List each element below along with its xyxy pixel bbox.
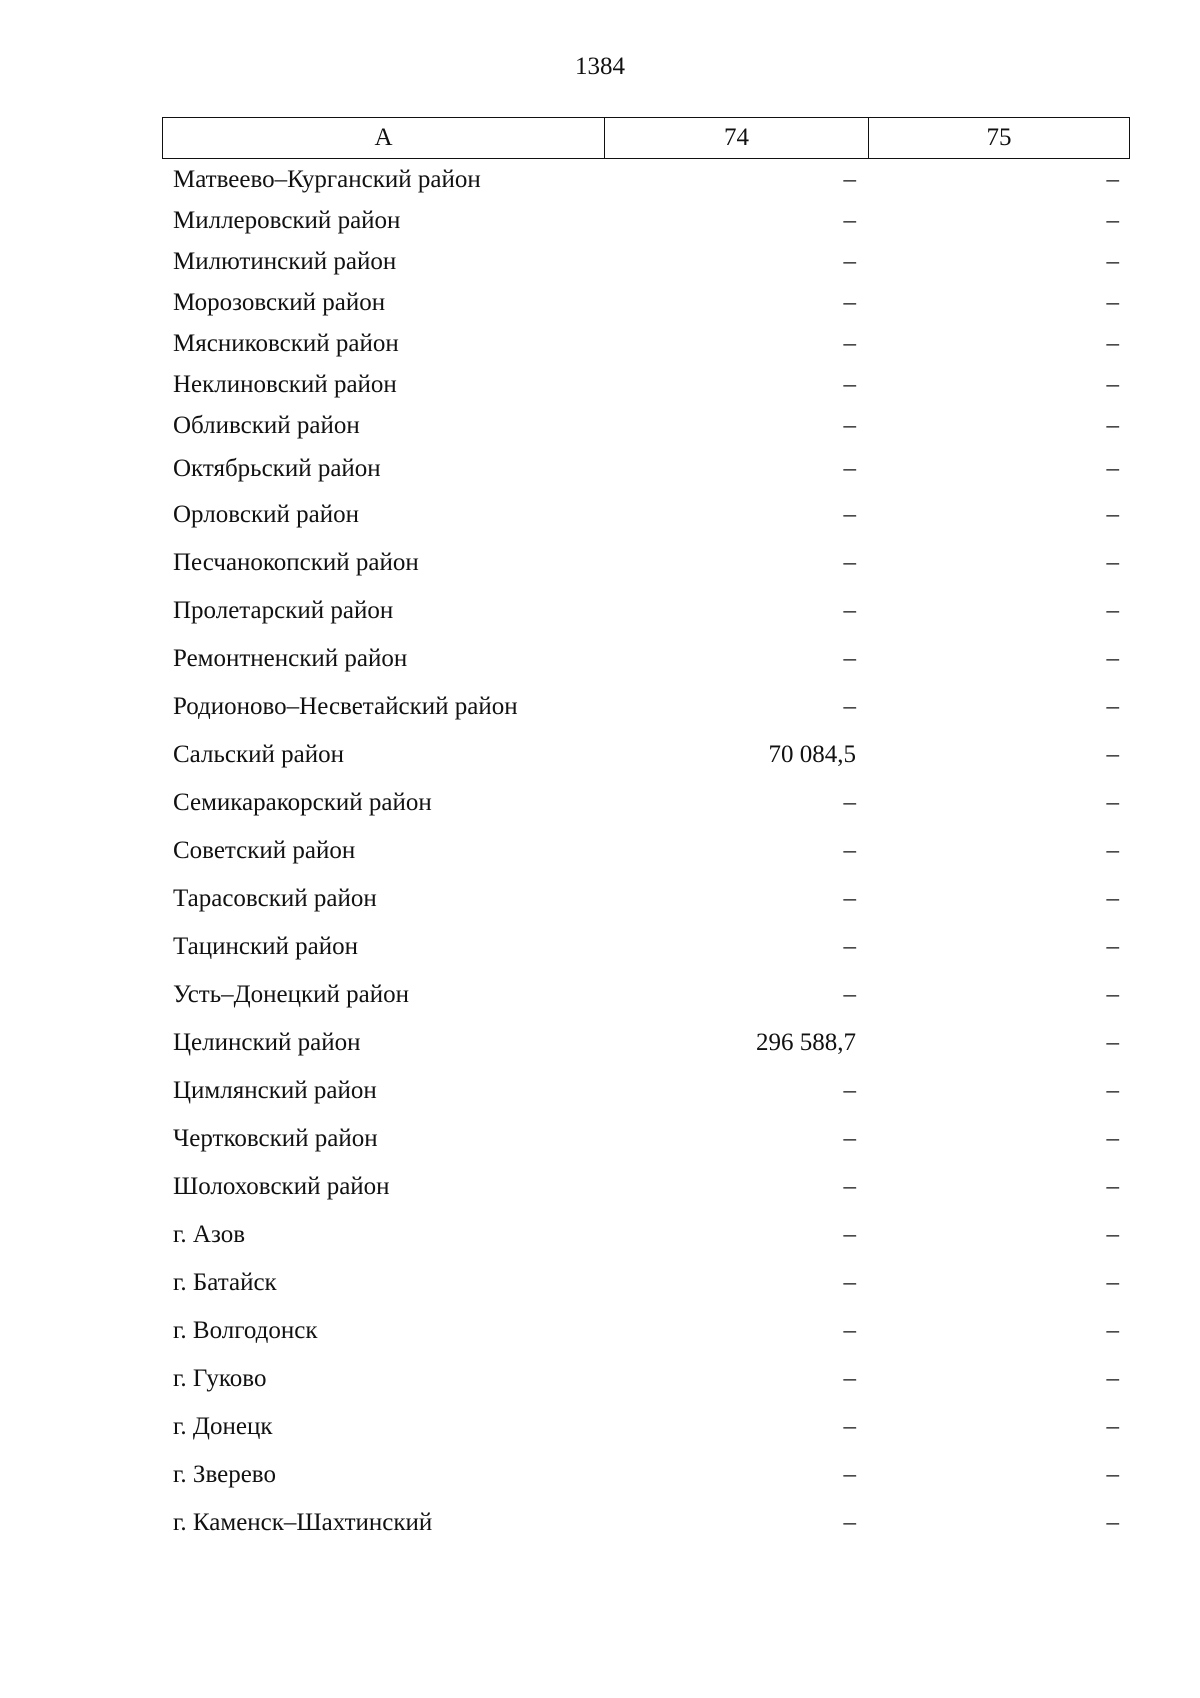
row-name: г. Азов [173, 1221, 246, 1248]
row-value-75: – [1106, 645, 1119, 672]
row-name: Обливский район [173, 411, 360, 439]
row-name: Семикаракорский район [173, 789, 432, 816]
row-value-75: – [1106, 1029, 1119, 1056]
row-value-75: – [1106, 741, 1119, 768]
row-value-74: – [843, 885, 856, 912]
row-value-74: – [843, 789, 856, 816]
header-col-a: А [374, 124, 393, 151]
table-row [162, 241, 1130, 282]
row-value-75: – [1106, 165, 1119, 193]
table-row [162, 1307, 1130, 1355]
table-row [162, 1451, 1130, 1499]
table-row [162, 446, 1130, 491]
header-col-74: 74 [604, 118, 868, 158]
table-row [162, 405, 1130, 446]
table-row [162, 1067, 1130, 1115]
row-name: Сальский район [173, 741, 344, 768]
row-value-74: – [843, 597, 856, 624]
row-value-74: – [843, 454, 856, 482]
row-value-75: – [1106, 1269, 1119, 1296]
row-value-74: – [843, 288, 856, 316]
row-value-75: – [1106, 1413, 1119, 1440]
row-value-75: – [1106, 789, 1119, 816]
table-row [162, 200, 1130, 241]
row-value-74: – [843, 165, 856, 193]
row-value-74: – [843, 206, 856, 234]
table-row [162, 1259, 1130, 1307]
row-value-74: – [843, 933, 856, 960]
row-value-75: – [1106, 1461, 1119, 1488]
table-row [162, 779, 1130, 827]
row-name: Целинский район [173, 1029, 361, 1056]
table-row [162, 1499, 1130, 1547]
row-name: г. Батайск [173, 1269, 277, 1296]
row-value-74: – [843, 1269, 856, 1296]
row-name: Матвеево–Курганский район [173, 165, 481, 193]
row-value-75: – [1106, 693, 1119, 720]
row-value-74: 296 588,7 [756, 1029, 856, 1056]
row-value-75: – [1106, 329, 1119, 357]
table-row [162, 683, 1130, 731]
row-value-74: – [843, 1509, 856, 1536]
row-value-75: – [1106, 1317, 1119, 1344]
row-name: Тарасовский район [173, 885, 377, 912]
table-row [162, 587, 1130, 635]
table-row [162, 827, 1130, 875]
row-name: г. Каменск–Шахтинский [173, 1509, 433, 1536]
row-value-74: – [843, 1221, 856, 1248]
row-name: Чертковский район [173, 1125, 378, 1152]
row-value-74: – [843, 1125, 856, 1152]
table-row [162, 923, 1130, 971]
row-value-75: – [1106, 597, 1119, 624]
row-name: Орловский район [173, 501, 359, 528]
row-value-74: – [843, 329, 856, 357]
table-row [162, 1115, 1130, 1163]
row-value-74: – [843, 1461, 856, 1488]
row-value-74: – [843, 501, 856, 528]
row-value-75: – [1106, 206, 1119, 234]
row-name: г. Зверево [173, 1461, 276, 1488]
table-row [162, 364, 1130, 405]
row-value-75: – [1106, 1221, 1119, 1248]
row-value-74: – [843, 981, 856, 1008]
row-name: Советский район [173, 837, 356, 864]
row-name: Песчанокопский район [173, 549, 419, 576]
row-value-74: – [843, 1413, 856, 1440]
row-name: Неклиновский район [173, 370, 397, 398]
row-value-75: – [1106, 1125, 1119, 1152]
row-name: г. Донецк [173, 1413, 273, 1440]
table-row [162, 159, 1130, 200]
row-name: Октябрьский район [173, 454, 381, 482]
table-row [162, 323, 1130, 364]
header-col-75: 75 [868, 118, 1129, 158]
table-row [162, 875, 1130, 923]
row-value-74: – [843, 1077, 856, 1104]
row-value-75: – [1106, 1365, 1119, 1392]
row-value-75: – [1106, 454, 1119, 482]
row-value-74: – [843, 1317, 856, 1344]
row-value-75: – [1106, 1173, 1119, 1200]
row-value-74: – [843, 645, 856, 672]
row-name: Цимлянский район [173, 1077, 377, 1104]
row-value-74: – [843, 837, 856, 864]
row-value-74: – [843, 1365, 856, 1392]
row-value-75: – [1106, 1077, 1119, 1104]
table-row [162, 971, 1130, 1019]
row-value-75: – [1106, 933, 1119, 960]
table-row [162, 1163, 1130, 1211]
row-value-74: 70 084,5 [768, 741, 856, 768]
table-row [162, 1403, 1130, 1451]
row-name: Шолоховский район [173, 1173, 390, 1200]
table-row [162, 282, 1130, 323]
row-value-75: – [1106, 1509, 1119, 1536]
row-value-74: – [843, 549, 856, 576]
row-value-75: – [1106, 411, 1119, 439]
row-name: Милютинский район [173, 247, 397, 275]
table-row [162, 635, 1130, 683]
table-row [162, 1019, 1130, 1067]
row-value-74: – [843, 1173, 856, 1200]
row-value-75: – [1106, 981, 1119, 1008]
row-value-74: – [843, 370, 856, 398]
row-name: Пролетарский район [173, 597, 394, 624]
row-value-74: – [843, 693, 856, 720]
page-number: 1384 [575, 53, 625, 80]
table-header [162, 117, 1130, 159]
row-value-75: – [1106, 885, 1119, 912]
row-value-75: – [1106, 501, 1119, 528]
row-name: г. Волгодонск [173, 1317, 318, 1344]
row-value-75: – [1106, 549, 1119, 576]
row-value-75: – [1106, 370, 1119, 398]
table-row [162, 731, 1130, 779]
row-name: Усть–Донецкий район [173, 981, 410, 1008]
row-name: г. Гуково [173, 1365, 267, 1392]
row-name: Тацинский район [173, 933, 358, 960]
row-value-75: – [1106, 247, 1119, 275]
row-value-74: – [843, 247, 856, 275]
row-name: Ремонтненский район [173, 645, 408, 672]
row-name: Мясниковский район [173, 329, 399, 357]
row-value-74: – [843, 411, 856, 439]
table-row [162, 1211, 1130, 1259]
row-name: Родионово–Несветайский район [173, 693, 518, 720]
table-row [162, 539, 1130, 587]
table-row [162, 491, 1130, 539]
table-row [162, 1355, 1130, 1403]
table-body [162, 159, 1130, 1547]
row-value-75: – [1106, 837, 1119, 864]
row-name: Миллеровский район [173, 206, 401, 234]
row-name: Морозовский район [173, 288, 386, 316]
row-value-75: – [1106, 288, 1119, 316]
